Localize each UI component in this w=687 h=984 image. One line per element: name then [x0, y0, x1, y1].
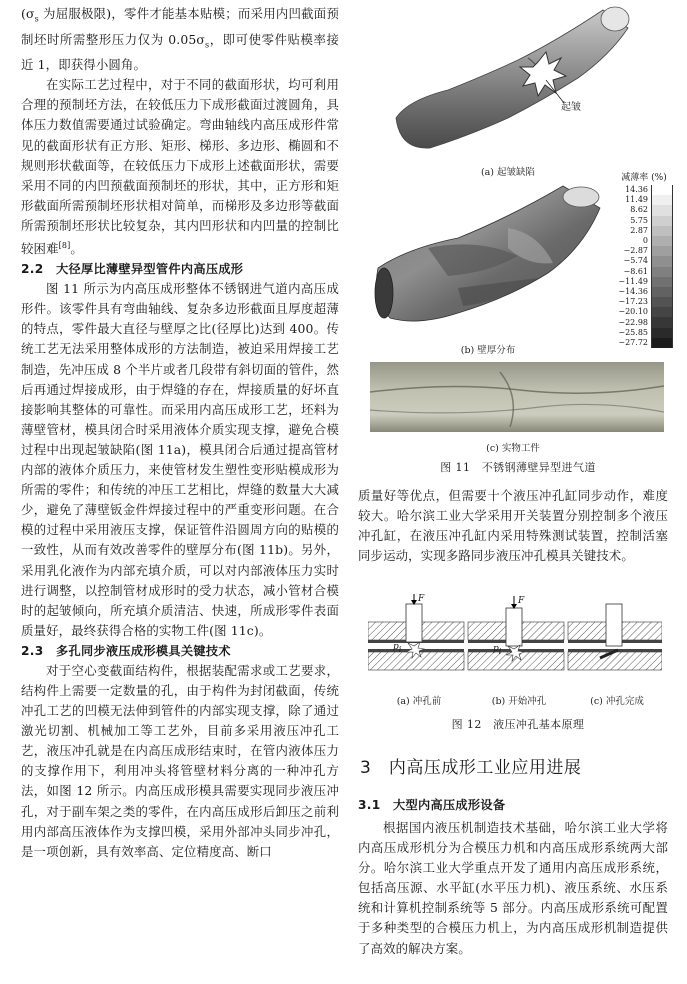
legend-swatch — [651, 317, 673, 327]
legend-value: −11.49 — [618, 276, 648, 286]
pressure-label-a: $p_i$ — [393, 642, 402, 654]
legend-value: 11.49 — [625, 195, 648, 205]
legend-swatch — [651, 195, 673, 205]
legend-value: 2.87 — [630, 225, 648, 235]
legend-swatch — [651, 256, 673, 266]
legend-row — [614, 297, 674, 307]
legend-value: 14.36 — [625, 185, 648, 195]
thickness-distribution-image — [368, 178, 608, 338]
caption-11c: (c) 实物工件 — [486, 443, 540, 454]
panel-c-diagram — [568, 604, 662, 670]
panel-b-diagram — [468, 596, 564, 670]
legend-swatch — [651, 267, 673, 277]
legend-row — [614, 185, 674, 195]
legend-value: 5.75 — [630, 215, 648, 225]
legend-swatch — [651, 246, 673, 256]
figure-11a — [378, 0, 638, 160]
legend-value: −5.74 — [623, 256, 648, 266]
caption-11b: (b) 壁厚分布 — [460, 345, 516, 356]
legend-scale — [614, 185, 674, 348]
figure-12 — [368, 594, 662, 684]
legend-row — [614, 195, 674, 205]
paragraph-2-2: 图 11 所示为内高压成形整体不锈钢进气道内高压成形件。该零件具有弯曲轴线、复杂多边形截面且厚度超薄的特点，零件最大直径与壁厚之比(径厚比)达到 400。传统工艺无法采用整体成形的方法制造，被迫采用焊接工艺制造，先冲压成 8 个半片或者几段带有斜切面的管件，然后再通过焊接成形，由于焊缝的存在，焊接质量的好坏直接影响其整体的可靠性。而采用内高压成形工艺，坯料为薄壁管材，模具闭合时采用液体介质实现支撑，避免合模过程中出现起皱缺陷(图 11a)，模具闭合后通过提高管材内部的液体介质压力，来使管材发生塑性变形贴模成形为所需的零件；和传统的冲压工艺相比，焊缝的数量大大减少，避免了薄壁钣金件焊接过程中的严重变形问题。在合模的过程中采用液压支撑，保证管件沿圆周方向的贴模的一致性，从而有效改善零件的壁厚分布(图 11b)。另外，采用乳化液作为内部充填介质，可以对内部液体压力实时进行调整，以控制管材成形时的受力状态，减小管材合模时的起皱倾向，所充填介质清洁、快速，所成形零件表面质量好，最终获得合格的实物工件(图 11c)。 — [21, 281, 339, 638]
legend-value: −2.87 — [623, 246, 648, 256]
chapter-heading-3: 3 内高压成形工业应用进展 — [360, 758, 582, 778]
legend-row — [614, 338, 674, 348]
legend-row — [614, 267, 674, 277]
force-label-b: F — [518, 596, 525, 606]
legend-swatch — [651, 338, 673, 348]
wrinkle-label: 起皱 — [561, 102, 581, 113]
left-column — [21, 4, 339, 862]
section-heading-2-2: 2.2 大径厚比薄壁异型管件内高压成形 — [21, 262, 244, 277]
panel-a-diagram — [368, 594, 464, 670]
legend-value: −25.85 — [618, 327, 648, 337]
legend-value: −17.23 — [618, 297, 648, 307]
legend-swatch — [651, 216, 673, 226]
legend-swatch — [651, 328, 673, 338]
figure-11-caption: 图 11 不锈钢薄壁异型进气道 — [440, 461, 596, 474]
legend-swatch — [651, 205, 673, 215]
paragraph-intro: ($\sigma_s$ 为屈服极限)，零件才能基本贴模；而采用内凹截面预制坯时所需整形压力仅为 $0.05\sigma_s$，即可使零件贴模率接近 1，即获得小圆角。 — [21, 6, 339, 73]
legend-swatch — [651, 226, 673, 236]
hydro-piercing-diagram — [368, 594, 662, 684]
thinning-rate-legend — [614, 170, 674, 348]
caption-12a: (a) 冲孔前 — [396, 696, 442, 707]
legend-value: −8.61 — [623, 266, 648, 276]
section-heading-3-1: 3.1 大型内高压成形设备 — [358, 798, 506, 812]
legend-row — [614, 256, 674, 266]
legend-swatch — [651, 287, 673, 297]
legend-value: −20.10 — [618, 307, 648, 317]
paragraph-2-3: 对于空心变截面结构件，根据装配需求或工艺要求，结构件上需要一定数量的孔，由于构件为封闭截面，传统冲孔工艺的凹模无法伸到管件的内部实现支撑，除了通过激光切割、机械加工等工艺外，目前多采用液压冲孔工艺，液压冲孔就是在内高压成形结束时，在管内液体压力的支撑作用下，利用冲头将管壁材料分离的一种冲孔方法，如图 12 所示。内高压成形模具需要实现同步液压冲孔，对于副车架之类的零件，在内高压成形后卸压之前利用内部高压液体作为支撑凹模，采用外部冲头同步冲孔，是一项创新，具有效率高、定位精度高、断口 — [21, 662, 339, 859]
figure-11b — [368, 178, 608, 338]
paragraph-practice: 在实际工艺过程中，对于不同的截面形状，均可利用合理的预制坯方法，在较低压力下成形截面过渡圆角，具体压力数值需要通过试验确定。弯曲轴线内高压成形件常见的截面形状有正方形、矩形、梯形、多边形、椭圆和不规则形状截面等，在较低压力下成形上述截面形状，需要采用不同的内凹预截面预制坯的形状，其中，正方形和矩形截面所需预制坯形状相对简单，而梯形及多边形等截面所需预制坯形状比较复杂，其内凹形状和内凹量的控制比较困难[8]。 — [21, 77, 339, 257]
legend-value: 8.62 — [630, 205, 648, 215]
legend-swatch — [651, 277, 673, 287]
wrinkled-tube-image — [378, 0, 638, 160]
legend-row — [614, 307, 674, 317]
section-heading-2-3: 2.3 多孔同步液压成形模具关键技术 — [21, 643, 231, 658]
legend-swatch — [651, 236, 673, 246]
legend-row — [614, 277, 674, 287]
paragraph-3-1: 根据国内液压机制造技术基础，哈尔滨工业大学将内高压成形机分为合模压力机和内高压成形系统两大部分。哈尔滨工业大学重点开发了通用内高压成形系统，包括高压源、水平缸(水平压力机)、液压系统、水压系统和计算机控制系统等 5 部分。内高压成形系统可配置于多种类型的合模压力机上，为内高压成形机制造提供了高效的解决方案。 — [358, 820, 668, 956]
pressure-label-b: $p_i$ — [493, 644, 502, 656]
legend-row — [614, 236, 674, 246]
figure-11c — [370, 362, 664, 432]
legend-row — [614, 226, 674, 236]
paragraph-continued: 质量好等优点，但需要十个液压冲孔缸同步动作，难度较大。哈尔滨工业大学采用开关装置分别控制多个液压冲孔缸，在液压冲孔缸内采用特殊测试装置，控制活塞同步运动，实现多路同步液压冲孔模具关键技术。 — [358, 488, 668, 564]
legend-swatch — [651, 297, 673, 307]
legend-title: 减薄率 (%) — [621, 173, 667, 183]
reference-8[interactable]: [8] — [58, 240, 71, 250]
physical-workpiece-photo — [370, 362, 664, 432]
legend-value: −22.98 — [618, 317, 648, 327]
force-label-a: F — [418, 594, 425, 604]
legend-swatch — [651, 185, 673, 195]
legend-row — [614, 216, 674, 226]
legend-row — [614, 246, 674, 256]
legend-swatch — [651, 307, 673, 317]
legend-value: −14.36 — [618, 286, 648, 296]
legend-value: −27.72 — [618, 337, 648, 347]
figure-12-caption: 图 12 液压冲孔基本原理 — [451, 718, 585, 731]
caption-11a: (a) 起皱缺陷 — [480, 167, 536, 178]
legend-row — [614, 317, 674, 327]
legend-value: 0 — [642, 236, 648, 246]
legend-row — [614, 287, 674, 297]
legend-row — [614, 205, 674, 215]
caption-12b: (b) 开始冲孔 — [491, 696, 547, 707]
legend-row — [614, 328, 674, 338]
caption-12c: (c) 冲孔完成 — [590, 696, 644, 707]
